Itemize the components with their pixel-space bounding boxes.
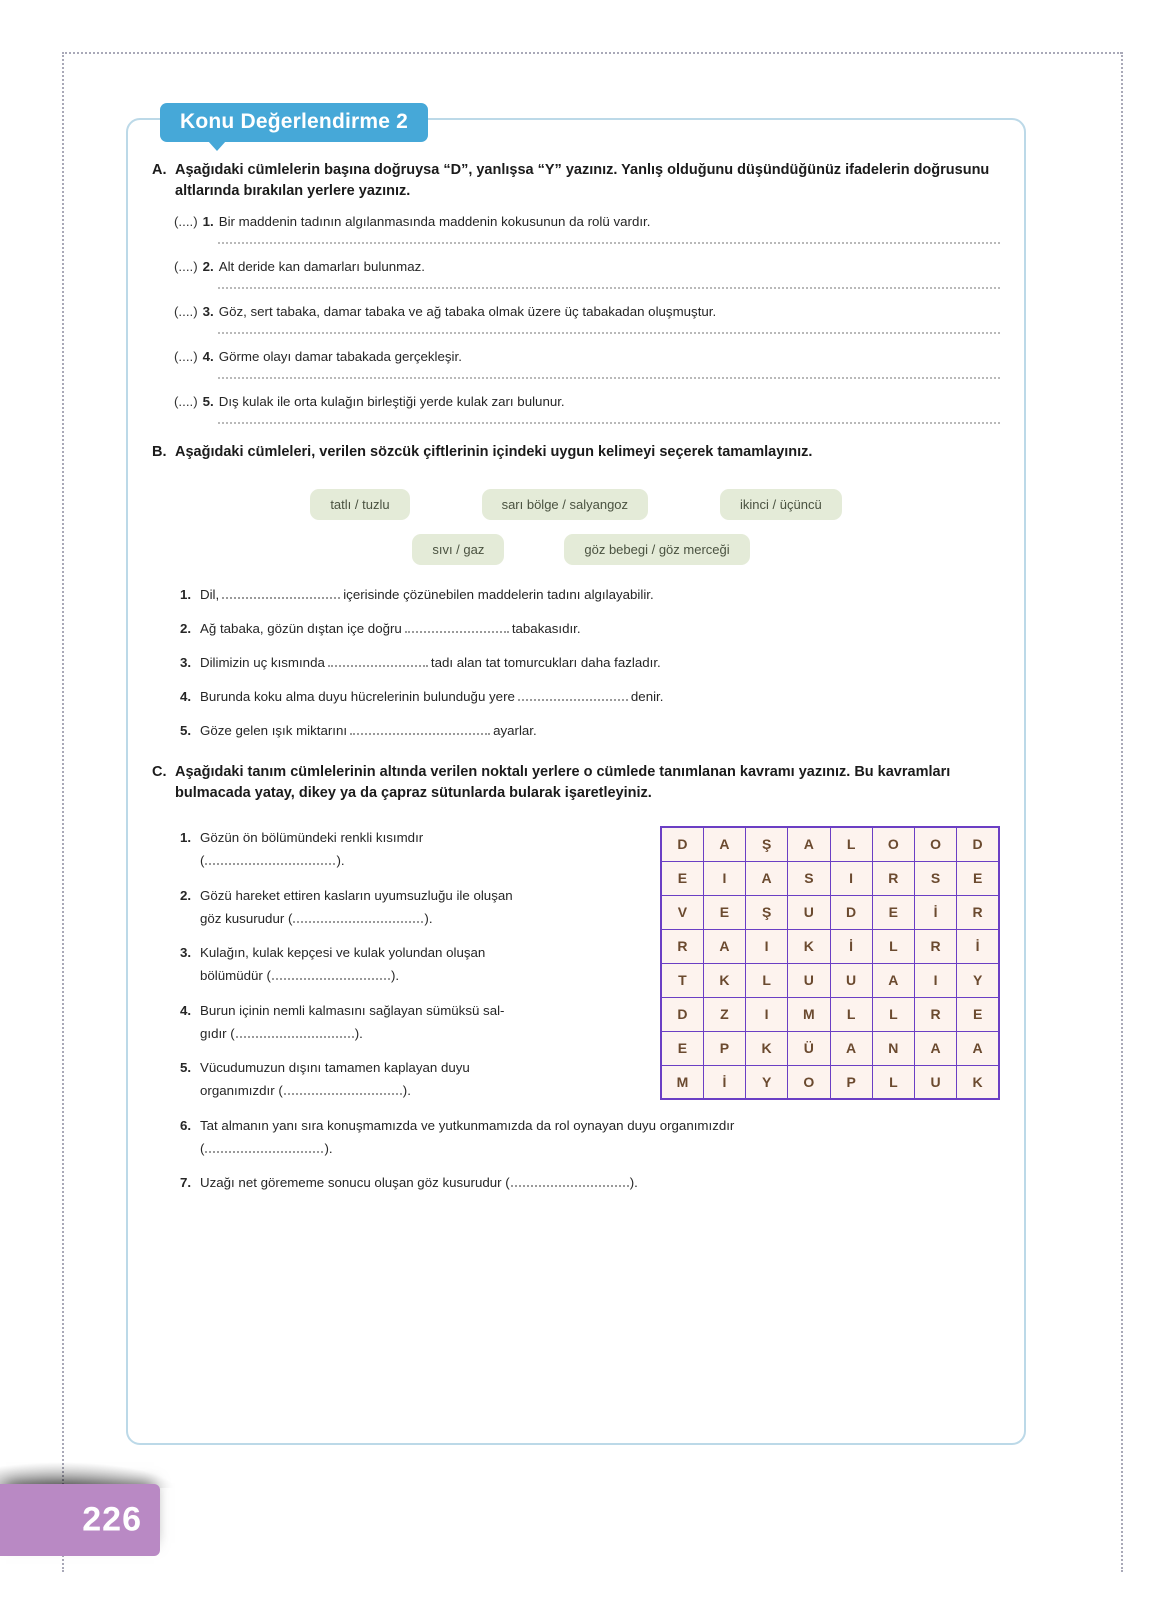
item-number: 4. bbox=[180, 1002, 192, 1018]
word-search-cell[interactable]: I bbox=[830, 861, 872, 895]
sentence-after: içerisinde çözünebilen maddelerin tadını algılayabilir. bbox=[343, 587, 654, 603]
definition-line-1: Tat almanın yanı sıra konuşmamızda ve yutkunmamızda da rol oynayan duyu organımızdır bbox=[200, 1117, 735, 1133]
word-search-cell[interactable]: D bbox=[830, 895, 872, 929]
definition-line-1: Uzağı net görememe sonucu oluşan göz kusurudur ( bbox=[200, 1175, 510, 1191]
item-text: Alt deride kan damarları bulunmaz. bbox=[218, 259, 425, 275]
answer-paren[interactable]: (....) bbox=[174, 394, 198, 410]
list-item bbox=[180, 1114, 1020, 1161]
page-number-tab bbox=[0, 1484, 160, 1556]
list-item bbox=[180, 999, 700, 1046]
word-search-cell[interactable]: I bbox=[746, 929, 788, 963]
section-a-items bbox=[174, 214, 1000, 424]
word-search-cell[interactable]: O bbox=[788, 1065, 830, 1099]
fill-blank[interactable] bbox=[205, 1142, 323, 1153]
list-item bbox=[180, 587, 1000, 602]
section-b-instruction: Aşağıdaki cümleleri, verilen sözcük çiftlerinin içindeki uygun kelimeyi seçerek tamamlayınız. bbox=[175, 444, 813, 461]
word-pill[interactable]: ikinci / üçüncü bbox=[720, 489, 842, 520]
word-search-row bbox=[661, 997, 999, 1031]
item-number: 2. bbox=[202, 259, 214, 275]
word-search-row bbox=[661, 827, 999, 861]
item-text: Göz, sert tabaka, damar tabaka ve ağ tabaka olmak üzere üç tabakadan oluşmuştur. bbox=[218, 304, 717, 320]
answer-open-paren: bölümüdür ( bbox=[200, 968, 271, 984]
fill-blank[interactable] bbox=[272, 969, 390, 980]
item-number: 5. bbox=[180, 723, 192, 739]
word-search-cell[interactable]: Ş bbox=[746, 827, 788, 861]
word-search-row bbox=[661, 1065, 999, 1099]
item-text bbox=[200, 999, 700, 1046]
word-search-row bbox=[661, 929, 999, 963]
fill-blank[interactable] bbox=[205, 854, 335, 865]
definition-line-1: Gözü hareket ettiren kasların uyumsuzluğu ile oluşan bbox=[200, 887, 513, 903]
answer-paren[interactable]: (....) bbox=[174, 214, 198, 230]
item-number: 5. bbox=[202, 394, 214, 410]
definition-line-1: Kulağın, kulak kepçesi ve kulak yolundan oluşan bbox=[200, 945, 486, 961]
fill-blank[interactable] bbox=[518, 690, 628, 701]
answer-close-paren: ). bbox=[324, 1141, 333, 1156]
word-search-cell[interactable]: R bbox=[957, 895, 999, 929]
word-search-cell[interactable]: İ bbox=[914, 895, 956, 929]
section-a-letter: A. bbox=[152, 162, 167, 178]
answer-open-paren: göz kusurudur ( bbox=[200, 910, 293, 926]
item-number: 1. bbox=[180, 830, 192, 846]
word-search-cell[interactable]: L bbox=[872, 997, 914, 1031]
item-number: 1. bbox=[180, 587, 192, 603]
word-pill[interactable]: sarı bölge / salyangoz bbox=[482, 489, 648, 520]
word-search-cell[interactable]: N bbox=[872, 1031, 914, 1065]
word-search-cell[interactable]: A bbox=[703, 929, 745, 963]
word-search-cell[interactable]: I bbox=[703, 861, 745, 895]
item-number: 7. bbox=[180, 1175, 192, 1191]
section-c-letter: C. bbox=[152, 764, 167, 781]
word-search-cell[interactable]: L bbox=[746, 963, 788, 997]
word-search-cell[interactable]: E bbox=[703, 895, 745, 929]
word-search-cell[interactable]: E bbox=[661, 861, 703, 895]
list-item bbox=[180, 941, 700, 988]
word-search-cell[interactable]: S bbox=[914, 861, 956, 895]
word-search-row bbox=[661, 895, 999, 929]
answer-paren[interactable]: (....) bbox=[174, 349, 198, 365]
item-text bbox=[200, 689, 1000, 704]
section-a-instruction: Aşağıdaki cümlelerin başına doğruysa “D”, yanlışsa “Y” yazınız. Yanlış olduğunu düşündüğünüz ifadelerin doğrusunu altlarında bırakılan yerlere yazınız. bbox=[175, 162, 990, 200]
answer-close-paren: ). bbox=[390, 968, 400, 984]
section-b-heading bbox=[152, 442, 1000, 463]
item-number: 4. bbox=[202, 349, 214, 365]
word-search-cell[interactable]: O bbox=[914, 827, 956, 861]
word-search-cell[interactable]: A bbox=[746, 861, 788, 895]
section-c-heading bbox=[152, 762, 1000, 804]
answer-writing-line[interactable] bbox=[218, 422, 1000, 424]
section-c-instruction: Aşağıdaki tanım cümlelerinin altında verilen noktalı yerlere o cümlede tanımlanan kavramı yazınız. Bu kavramları bulmacada yatay, dikey ya da çapraz sütunlarda bularak işaretleyiniz. bbox=[175, 764, 951, 802]
sentence-after: ayarlar. bbox=[493, 723, 537, 739]
word-pill[interactable]: tatlı / tuzlu bbox=[310, 489, 409, 520]
word-search-cell[interactable]: İ bbox=[957, 929, 999, 963]
word-search-row bbox=[661, 963, 999, 997]
fill-blank[interactable] bbox=[511, 1176, 629, 1187]
sentence-before: Dil, bbox=[200, 587, 220, 603]
answer-close-paren: ). bbox=[424, 910, 433, 926]
list-item bbox=[180, 723, 1000, 738]
list-item bbox=[174, 394, 1000, 409]
word-search-cell[interactable]: K bbox=[957, 1065, 999, 1099]
list-item bbox=[180, 826, 700, 873]
answer-close-paren: ). bbox=[629, 1175, 638, 1191]
word-search-cell[interactable]: A bbox=[957, 1031, 999, 1065]
word-search-cell[interactable]: D bbox=[957, 827, 999, 861]
page-number: 226 bbox=[82, 1500, 142, 1539]
list-item bbox=[180, 1171, 1020, 1194]
word-search-cell[interactable]: A bbox=[703, 827, 745, 861]
answer-open-paren: ( bbox=[200, 1141, 205, 1156]
definition-line-1: Gözün ön bölümündeki renkli kısımdır bbox=[200, 830, 424, 846]
answer-writing-line[interactable] bbox=[218, 242, 1000, 244]
word-search-cell[interactable]: L bbox=[830, 997, 872, 1031]
sentence-before: Burunda koku alma duyu hücrelerinin bulunduğu yere bbox=[200, 689, 515, 705]
word-search-cell[interactable]: R bbox=[661, 929, 703, 963]
word-search-cell[interactable]: K bbox=[703, 963, 745, 997]
word-choice-pills bbox=[152, 489, 1000, 565]
answer-close-paren: ). bbox=[402, 1083, 411, 1099]
word-search-cell[interactable]: M bbox=[788, 997, 830, 1031]
list-item bbox=[180, 621, 1000, 636]
item-text bbox=[200, 826, 700, 873]
word-search-cell[interactable]: A bbox=[830, 1031, 872, 1065]
item-text: Bir maddenin tadının algılanmasında maddenin kokusunun da rolü vardır. bbox=[218, 214, 651, 230]
answer-writing-line[interactable] bbox=[218, 287, 1000, 289]
item-text bbox=[200, 1171, 1020, 1194]
list-item bbox=[180, 655, 1000, 670]
item-number: 2. bbox=[180, 621, 192, 637]
list-item bbox=[174, 349, 1000, 364]
answer-writing-line[interactable] bbox=[218, 332, 1000, 334]
answer-paren[interactable]: (....) bbox=[174, 304, 198, 320]
word-search-puzzle bbox=[660, 826, 1000, 1100]
answer-open-paren: ( bbox=[200, 853, 205, 869]
word-search-cell[interactable]: R bbox=[872, 861, 914, 895]
fill-blank[interactable] bbox=[293, 912, 423, 923]
word-search-cell[interactable]: A bbox=[914, 1031, 956, 1065]
word-search-cell[interactable]: A bbox=[872, 963, 914, 997]
section-title-badge: Konu Değerlendirme 2 bbox=[160, 103, 428, 142]
sentence-before: Ağ tabaka, gözün dıştan içe doğru bbox=[200, 621, 402, 637]
word-search-cell[interactable]: Y bbox=[746, 1065, 788, 1099]
word-search-cell[interactable]: İ bbox=[830, 929, 872, 963]
page-content bbox=[126, 118, 1026, 1226]
item-number: 3. bbox=[180, 655, 192, 671]
fill-blank[interactable] bbox=[236, 1027, 354, 1038]
answer-writing-line[interactable] bbox=[218, 377, 1000, 379]
section-b-letter: B. bbox=[152, 444, 167, 461]
fill-blank[interactable] bbox=[284, 1084, 402, 1095]
section-b-items bbox=[180, 587, 1000, 738]
word-search-cell[interactable]: U bbox=[914, 1065, 956, 1099]
fill-blank[interactable] bbox=[328, 656, 428, 667]
fill-blank[interactable] bbox=[405, 622, 509, 633]
sentence-after: tadı alan tat tomurcukları daha fazladır. bbox=[430, 655, 661, 671]
answer-close-paren: ). bbox=[354, 1025, 363, 1041]
word-search-cell[interactable]: P bbox=[830, 1065, 872, 1099]
section-a-heading bbox=[152, 160, 1000, 202]
sentence-before: Dilimizin uç kısmında bbox=[200, 655, 325, 671]
word-search-cell[interactable]: Y bbox=[957, 963, 999, 997]
word-search-cell[interactable]: E bbox=[957, 997, 999, 1031]
item-text bbox=[200, 1114, 1020, 1161]
item-number: 4. bbox=[180, 689, 192, 705]
word-search-cell[interactable]: Ş bbox=[746, 895, 788, 929]
answer-close-paren: ). bbox=[336, 853, 345, 869]
item-text bbox=[200, 941, 700, 988]
list-item bbox=[174, 304, 1000, 319]
sentence-after: denir. bbox=[630, 689, 664, 705]
pill-row-1 bbox=[152, 489, 1000, 520]
item-text bbox=[200, 655, 1000, 670]
pill-row-2 bbox=[152, 534, 1000, 565]
word-search-cell[interactable]: V bbox=[661, 895, 703, 929]
answer-open-paren: gıdır ( bbox=[200, 1025, 235, 1041]
list-item bbox=[180, 689, 1000, 704]
word-search-cell[interactable]: S bbox=[788, 861, 830, 895]
word-search-cell[interactable]: Z bbox=[703, 997, 745, 1031]
definition-line-1: Vücudumuzun dışını tamamen kaplayan duyu bbox=[200, 1060, 470, 1076]
word-search-cell[interactable]: R bbox=[914, 997, 956, 1031]
section-c-items bbox=[180, 826, 735, 1194]
fill-blank[interactable] bbox=[350, 724, 490, 735]
word-search-cell[interactable]: E bbox=[957, 861, 999, 895]
word-search-cell[interactable]: T bbox=[661, 963, 703, 997]
item-number: 3. bbox=[202, 304, 214, 320]
item-number: 6. bbox=[180, 1117, 192, 1133]
fill-blank[interactable] bbox=[222, 588, 340, 599]
item-number: 1. bbox=[202, 214, 214, 230]
answer-paren[interactable]: (....) bbox=[174, 259, 198, 275]
word-search-cell[interactable]: R bbox=[914, 929, 956, 963]
item-text bbox=[200, 1056, 700, 1103]
item-text: Görme olayı damar tabakada gerçekleşir. bbox=[218, 349, 462, 365]
word-search-cell[interactable]: I bbox=[914, 963, 956, 997]
word-search-cell[interactable]: L bbox=[872, 929, 914, 963]
word-search-cell[interactable]: D bbox=[661, 827, 703, 861]
item-number: 5. bbox=[180, 1060, 192, 1076]
sentence-after: tabakasıdır. bbox=[511, 621, 581, 637]
list-item bbox=[174, 259, 1000, 274]
word-search-cell[interactable]: K bbox=[788, 929, 830, 963]
item-text bbox=[200, 621, 1000, 636]
word-search-cell[interactable]: U bbox=[788, 895, 830, 929]
item-text: Dış kulak ile orta kulağın birleştiği yerde kulak zarı bulunur. bbox=[218, 394, 565, 410]
word-search-row bbox=[661, 1031, 999, 1065]
word-search-cell[interactable]: İ bbox=[703, 1065, 745, 1099]
word-search-grid[interactable] bbox=[660, 826, 1000, 1100]
word-search-cell[interactable]: U bbox=[830, 963, 872, 997]
section-c-body bbox=[152, 826, 1000, 1194]
definition-line-1: Burun içinin nemli kalmasını sağlayan sümüksü sal- bbox=[200, 1002, 505, 1018]
answer-open-paren: organımızdır ( bbox=[200, 1083, 283, 1099]
page-decorative-border-right bbox=[1121, 52, 1123, 1572]
word-search-cell[interactable]: L bbox=[872, 1065, 914, 1099]
word-search-cell[interactable]: E bbox=[661, 1031, 703, 1065]
sentence-before: Göze gelen ışık miktarını bbox=[200, 723, 348, 739]
word-search-cell[interactable]: P bbox=[703, 1031, 745, 1065]
word-search-cell[interactable]: K bbox=[746, 1031, 788, 1065]
word-pill[interactable]: sıvı / gaz bbox=[412, 534, 504, 565]
word-search-row bbox=[661, 861, 999, 895]
word-search-cell[interactable]: A bbox=[788, 827, 830, 861]
word-search-cell[interactable]: I bbox=[746, 997, 788, 1031]
word-search-cell[interactable]: O bbox=[872, 827, 914, 861]
word-search-cell[interactable]: M bbox=[661, 1065, 703, 1099]
word-search-cell[interactable]: D bbox=[661, 997, 703, 1031]
word-pill[interactable]: göz bebegi / göz merceği bbox=[564, 534, 749, 565]
item-number: 2. bbox=[180, 887, 192, 903]
item-number: 3. bbox=[180, 945, 192, 961]
item-text bbox=[200, 723, 1000, 738]
word-search-cell[interactable]: E bbox=[872, 895, 914, 929]
word-search-cell[interactable]: Ü bbox=[788, 1031, 830, 1065]
item-text bbox=[200, 587, 1000, 602]
list-item bbox=[174, 214, 1000, 229]
word-search-cell[interactable]: U bbox=[788, 963, 830, 997]
word-search-cell[interactable]: L bbox=[830, 827, 872, 861]
list-item bbox=[180, 1056, 700, 1103]
